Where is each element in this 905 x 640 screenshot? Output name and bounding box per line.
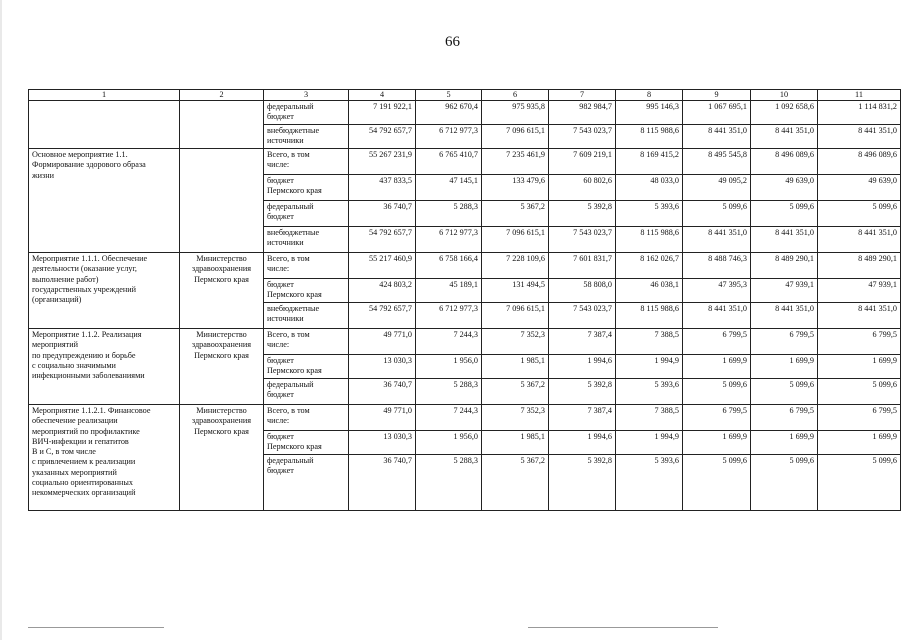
funding-source-cell <box>264 455 349 511</box>
column-header-8: 8 <box>616 90 683 101</box>
amount-cell: 54 792 657,7 <box>349 303 416 329</box>
amount-cell: 8 488 746,3 <box>683 253 751 279</box>
funding-source: бюджет Пермского края <box>267 356 322 376</box>
amount-cell: 54 792 657,7 <box>349 227 416 253</box>
amount-cell: 36 740,7 <box>349 379 416 405</box>
column-header-4: 4 <box>349 90 416 101</box>
table-row <box>29 253 901 279</box>
activity-name-cell <box>29 149 180 253</box>
funding-source: Всего, в том числе: <box>267 406 310 426</box>
amount-cell: 47 939,1 <box>751 279 818 303</box>
amount-cell: 49 639,0 <box>751 175 818 201</box>
amount-cell: 5 367,2 <box>482 379 549 405</box>
amount-cell: 1 699,9 <box>683 431 751 455</box>
amount-cell: 6 799,5 <box>818 405 901 431</box>
amount-cell: 5 099,6 <box>818 455 901 511</box>
activity-name-cell <box>29 101 180 149</box>
amount-cell: 424 803,2 <box>349 279 416 303</box>
amount-cell: 7 387,4 <box>549 329 616 355</box>
amount-cell: 7 352,3 <box>482 329 549 355</box>
amount-cell: 8 489 290,1 <box>751 253 818 279</box>
amount-cell: 49 771,0 <box>349 329 416 355</box>
amount-cell: 1 956,0 <box>416 355 482 379</box>
amount-cell: 7 388,5 <box>616 405 683 431</box>
funding-source: федеральный бюджет <box>267 102 314 122</box>
amount-cell: 7 096 615,1 <box>482 227 549 253</box>
amount-cell: 7 387,4 <box>549 405 616 431</box>
funding-source: бюджет Пермского края <box>267 432 322 452</box>
table-row <box>29 149 901 175</box>
amount-cell: 46 038,1 <box>616 279 683 303</box>
column-header-2: 2 <box>180 90 264 101</box>
responsible-cell <box>180 149 264 253</box>
amount-cell: 131 494,5 <box>482 279 549 303</box>
amount-cell: 7 601 831,7 <box>549 253 616 279</box>
table-row <box>29 101 901 125</box>
amount-cell: 5 099,6 <box>751 201 818 227</box>
funding-source-cell <box>264 101 349 125</box>
funding-source: федеральный бюджет <box>267 202 314 222</box>
amount-cell: 1 092 658,6 <box>751 101 818 125</box>
funding-source: внебюджетные источники <box>267 304 320 324</box>
funding-source-cell <box>264 303 349 329</box>
amount-cell: 47 939,1 <box>818 279 901 303</box>
activity-name-cell <box>29 405 180 511</box>
amount-cell: 7 228 109,6 <box>482 253 549 279</box>
amount-cell: 8 489 290,1 <box>818 253 901 279</box>
amount-cell: 8 441 351,0 <box>751 227 818 253</box>
amount-cell: 7 244,3 <box>416 329 482 355</box>
activity-name: Мероприятие 1.1.2. Реализация мероприятий по предупреждению и борьбе с социально значимыми инфекционными заболеваниями <box>32 330 145 380</box>
funding-source-cell <box>264 379 349 405</box>
responsible-executor: Министерство здравоохранения Пермского края <box>191 330 252 360</box>
amount-cell: 6 799,5 <box>683 329 751 355</box>
column-header-11: 11 <box>818 90 901 101</box>
amount-cell: 8 496 089,6 <box>818 149 901 175</box>
amount-cell: 7 543 023,7 <box>549 125 616 149</box>
responsible-cell <box>180 101 264 149</box>
amount-cell: 5 099,6 <box>751 379 818 405</box>
amount-cell: 7 096 615,1 <box>482 125 549 149</box>
scan-edge <box>0 0 2 640</box>
responsible-cell <box>180 405 264 511</box>
amount-cell: 8 169 415,2 <box>616 149 683 175</box>
amount-cell: 8 441 351,0 <box>683 303 751 329</box>
amount-cell: 1 985,1 <box>482 355 549 379</box>
footer-rule-left <box>28 627 164 628</box>
responsible-executor: Министерство здравоохранения Пермского края <box>191 406 252 436</box>
amount-cell: 7 609 219,1 <box>549 149 616 175</box>
amount-cell: 8 441 351,0 <box>818 125 901 149</box>
amount-cell: 7 191 922,1 <box>349 101 416 125</box>
funding-source: Всего, в том числе: <box>267 254 310 274</box>
amount-cell: 58 808,0 <box>549 279 616 303</box>
amount-cell: 7 543 023,7 <box>549 227 616 253</box>
amount-cell: 5 288,3 <box>416 201 482 227</box>
funding-source-cell <box>264 149 349 175</box>
table-row <box>29 329 901 355</box>
column-header-7: 7 <box>549 90 616 101</box>
amount-cell: 8 115 988,6 <box>616 227 683 253</box>
activity-name-cell <box>29 329 180 405</box>
activity-name: Мероприятие 1.1.1. Обеспечение деятельности (оказание услуг, выполнение работ) государственных учреждений (организаций) <box>32 254 148 304</box>
amount-cell: 962 670,4 <box>416 101 482 125</box>
activity-name-cell <box>29 253 180 329</box>
amount-cell: 8 441 351,0 <box>818 227 901 253</box>
funding-source-cell <box>264 201 349 227</box>
funding-source: бюджет Пермского края <box>267 176 322 196</box>
amount-cell: 7 235 461,9 <box>482 149 549 175</box>
amount-cell: 982 984,7 <box>549 101 616 125</box>
amount-cell: 437 833,5 <box>349 175 416 201</box>
amount-cell: 1 699,9 <box>751 355 818 379</box>
column-header-5: 5 <box>416 90 482 101</box>
amount-cell: 6 712 977,3 <box>416 303 482 329</box>
amount-cell: 47 395,3 <box>683 279 751 303</box>
amount-cell: 54 792 657,7 <box>349 125 416 149</box>
amount-cell: 5 288,3 <box>416 455 482 511</box>
amount-cell: 7 352,3 <box>482 405 549 431</box>
amount-cell: 1 114 831,2 <box>818 101 901 125</box>
funding-source-cell <box>264 431 349 455</box>
amount-cell: 975 935,8 <box>482 101 549 125</box>
amount-cell: 49 095,2 <box>683 175 751 201</box>
amount-cell: 55 267 231,9 <box>349 149 416 175</box>
amount-cell: 7 244,3 <box>416 405 482 431</box>
funding-source-cell <box>264 125 349 149</box>
column-header-6: 6 <box>482 90 549 101</box>
amount-cell: 8 496 089,6 <box>751 149 818 175</box>
funding-source-cell <box>264 279 349 303</box>
amount-cell: 36 740,7 <box>349 455 416 511</box>
amount-cell: 5 393,6 <box>616 201 683 227</box>
amount-cell: 6 799,5 <box>818 329 901 355</box>
amount-cell: 8 441 351,0 <box>683 227 751 253</box>
amount-cell: 1 994,6 <box>549 431 616 455</box>
amount-cell: 13 030,3 <box>349 355 416 379</box>
amount-cell: 6 799,5 <box>683 405 751 431</box>
funding-source-cell <box>264 175 349 201</box>
amount-cell: 1 994,9 <box>616 355 683 379</box>
amount-cell: 133 479,6 <box>482 175 549 201</box>
amount-cell: 5 367,2 <box>482 201 549 227</box>
column-header-1: 1 <box>29 90 180 101</box>
amount-cell: 5 392,8 <box>549 379 616 405</box>
header-row <box>29 90 901 101</box>
amount-cell: 36 740,7 <box>349 201 416 227</box>
funding-source-cell <box>264 329 349 355</box>
amount-cell: 5 099,6 <box>818 379 901 405</box>
amount-cell: 5 099,6 <box>751 455 818 511</box>
amount-cell: 1 956,0 <box>416 431 482 455</box>
amount-cell: 8 162 026,7 <box>616 253 683 279</box>
amount-cell: 48 033,0 <box>616 175 683 201</box>
amount-cell: 5 288,3 <box>416 379 482 405</box>
amount-cell: 6 712 977,3 <box>416 125 482 149</box>
activity-name: Основное мероприятие 1.1. Формирование здорового образа жизни <box>32 150 146 180</box>
funding-source-cell <box>264 227 349 253</box>
activity-name: Мероприятие 1.1.2.1. Финансовое обеспечение реализации мероприятий по профилактике ВИЧ-инфекции и гепатитов В и С, в том числе с привлечением к реализации указанных мероприятий социально ориентированных некоммерческих организаций <box>32 406 151 497</box>
column-header-3: 3 <box>264 90 349 101</box>
responsible-cell <box>180 329 264 405</box>
amount-cell: 6 799,5 <box>751 329 818 355</box>
funding-source-cell <box>264 355 349 379</box>
amount-cell: 995 146,3 <box>616 101 683 125</box>
funding-source: внебюджетные источники <box>267 126 320 146</box>
amount-cell: 5 393,6 <box>616 379 683 405</box>
funding-source-cell <box>264 405 349 431</box>
funding-source-cell <box>264 253 349 279</box>
amount-cell: 1 699,9 <box>751 431 818 455</box>
amount-cell: 8 441 351,0 <box>751 303 818 329</box>
funding-source: Всего, в том числе: <box>267 330 310 350</box>
amount-cell: 7 543 023,7 <box>549 303 616 329</box>
amount-cell: 5 367,2 <box>482 455 549 511</box>
amount-cell: 5 392,8 <box>549 455 616 511</box>
amount-cell: 5 099,6 <box>683 455 751 511</box>
funding-source: Всего, в том числе: <box>267 150 310 170</box>
amount-cell: 1 699,9 <box>683 355 751 379</box>
amount-cell: 6 712 977,3 <box>416 227 482 253</box>
amount-cell: 8 115 988,6 <box>616 303 683 329</box>
amount-cell: 1 699,9 <box>818 431 901 455</box>
amount-cell: 5 099,6 <box>818 201 901 227</box>
amount-cell: 5 393,6 <box>616 455 683 511</box>
amount-cell: 47 145,1 <box>416 175 482 201</box>
amount-cell: 8 495 545,8 <box>683 149 751 175</box>
funding-source: внебюджетные источники <box>267 228 320 248</box>
amount-cell: 6 765 410,7 <box>416 149 482 175</box>
amount-cell: 8 441 351,0 <box>683 125 751 149</box>
footer-rule-right <box>528 627 718 628</box>
amount-cell: 13 030,3 <box>349 431 416 455</box>
responsible-cell <box>180 253 264 329</box>
amount-cell: 55 217 460,9 <box>349 253 416 279</box>
amount-cell: 1 067 695,1 <box>683 101 751 125</box>
amount-cell: 5 099,6 <box>683 379 751 405</box>
amount-cell: 8 441 351,0 <box>818 303 901 329</box>
amount-cell: 7 096 615,1 <box>482 303 549 329</box>
column-header-9: 9 <box>683 90 751 101</box>
amount-cell: 8 115 988,6 <box>616 125 683 149</box>
funding-source: федеральный бюджет <box>267 380 314 400</box>
budget-table <box>28 89 901 511</box>
amount-cell: 1 699,9 <box>818 355 901 379</box>
amount-cell: 7 388,5 <box>616 329 683 355</box>
amount-cell: 6 758 166,4 <box>416 253 482 279</box>
amount-cell: 6 799,5 <box>751 405 818 431</box>
amount-cell: 8 441 351,0 <box>751 125 818 149</box>
page-number: 66 <box>445 34 460 50</box>
funding-source: бюджет Пермского края <box>267 280 322 300</box>
column-header-10: 10 <box>751 90 818 101</box>
amount-cell: 5 392,8 <box>549 201 616 227</box>
amount-cell: 49 771,0 <box>349 405 416 431</box>
responsible-executor: Министерство здравоохранения Пермского края <box>191 254 252 284</box>
amount-cell: 45 189,1 <box>416 279 482 303</box>
table-row <box>29 405 901 431</box>
amount-cell: 1 985,1 <box>482 431 549 455</box>
amount-cell: 60 802,6 <box>549 175 616 201</box>
funding-source: федеральный бюджет <box>267 456 314 476</box>
amount-cell: 49 639,0 <box>818 175 901 201</box>
amount-cell: 1 994,9 <box>616 431 683 455</box>
amount-cell: 1 994,6 <box>549 355 616 379</box>
amount-cell: 5 099,6 <box>683 201 751 227</box>
